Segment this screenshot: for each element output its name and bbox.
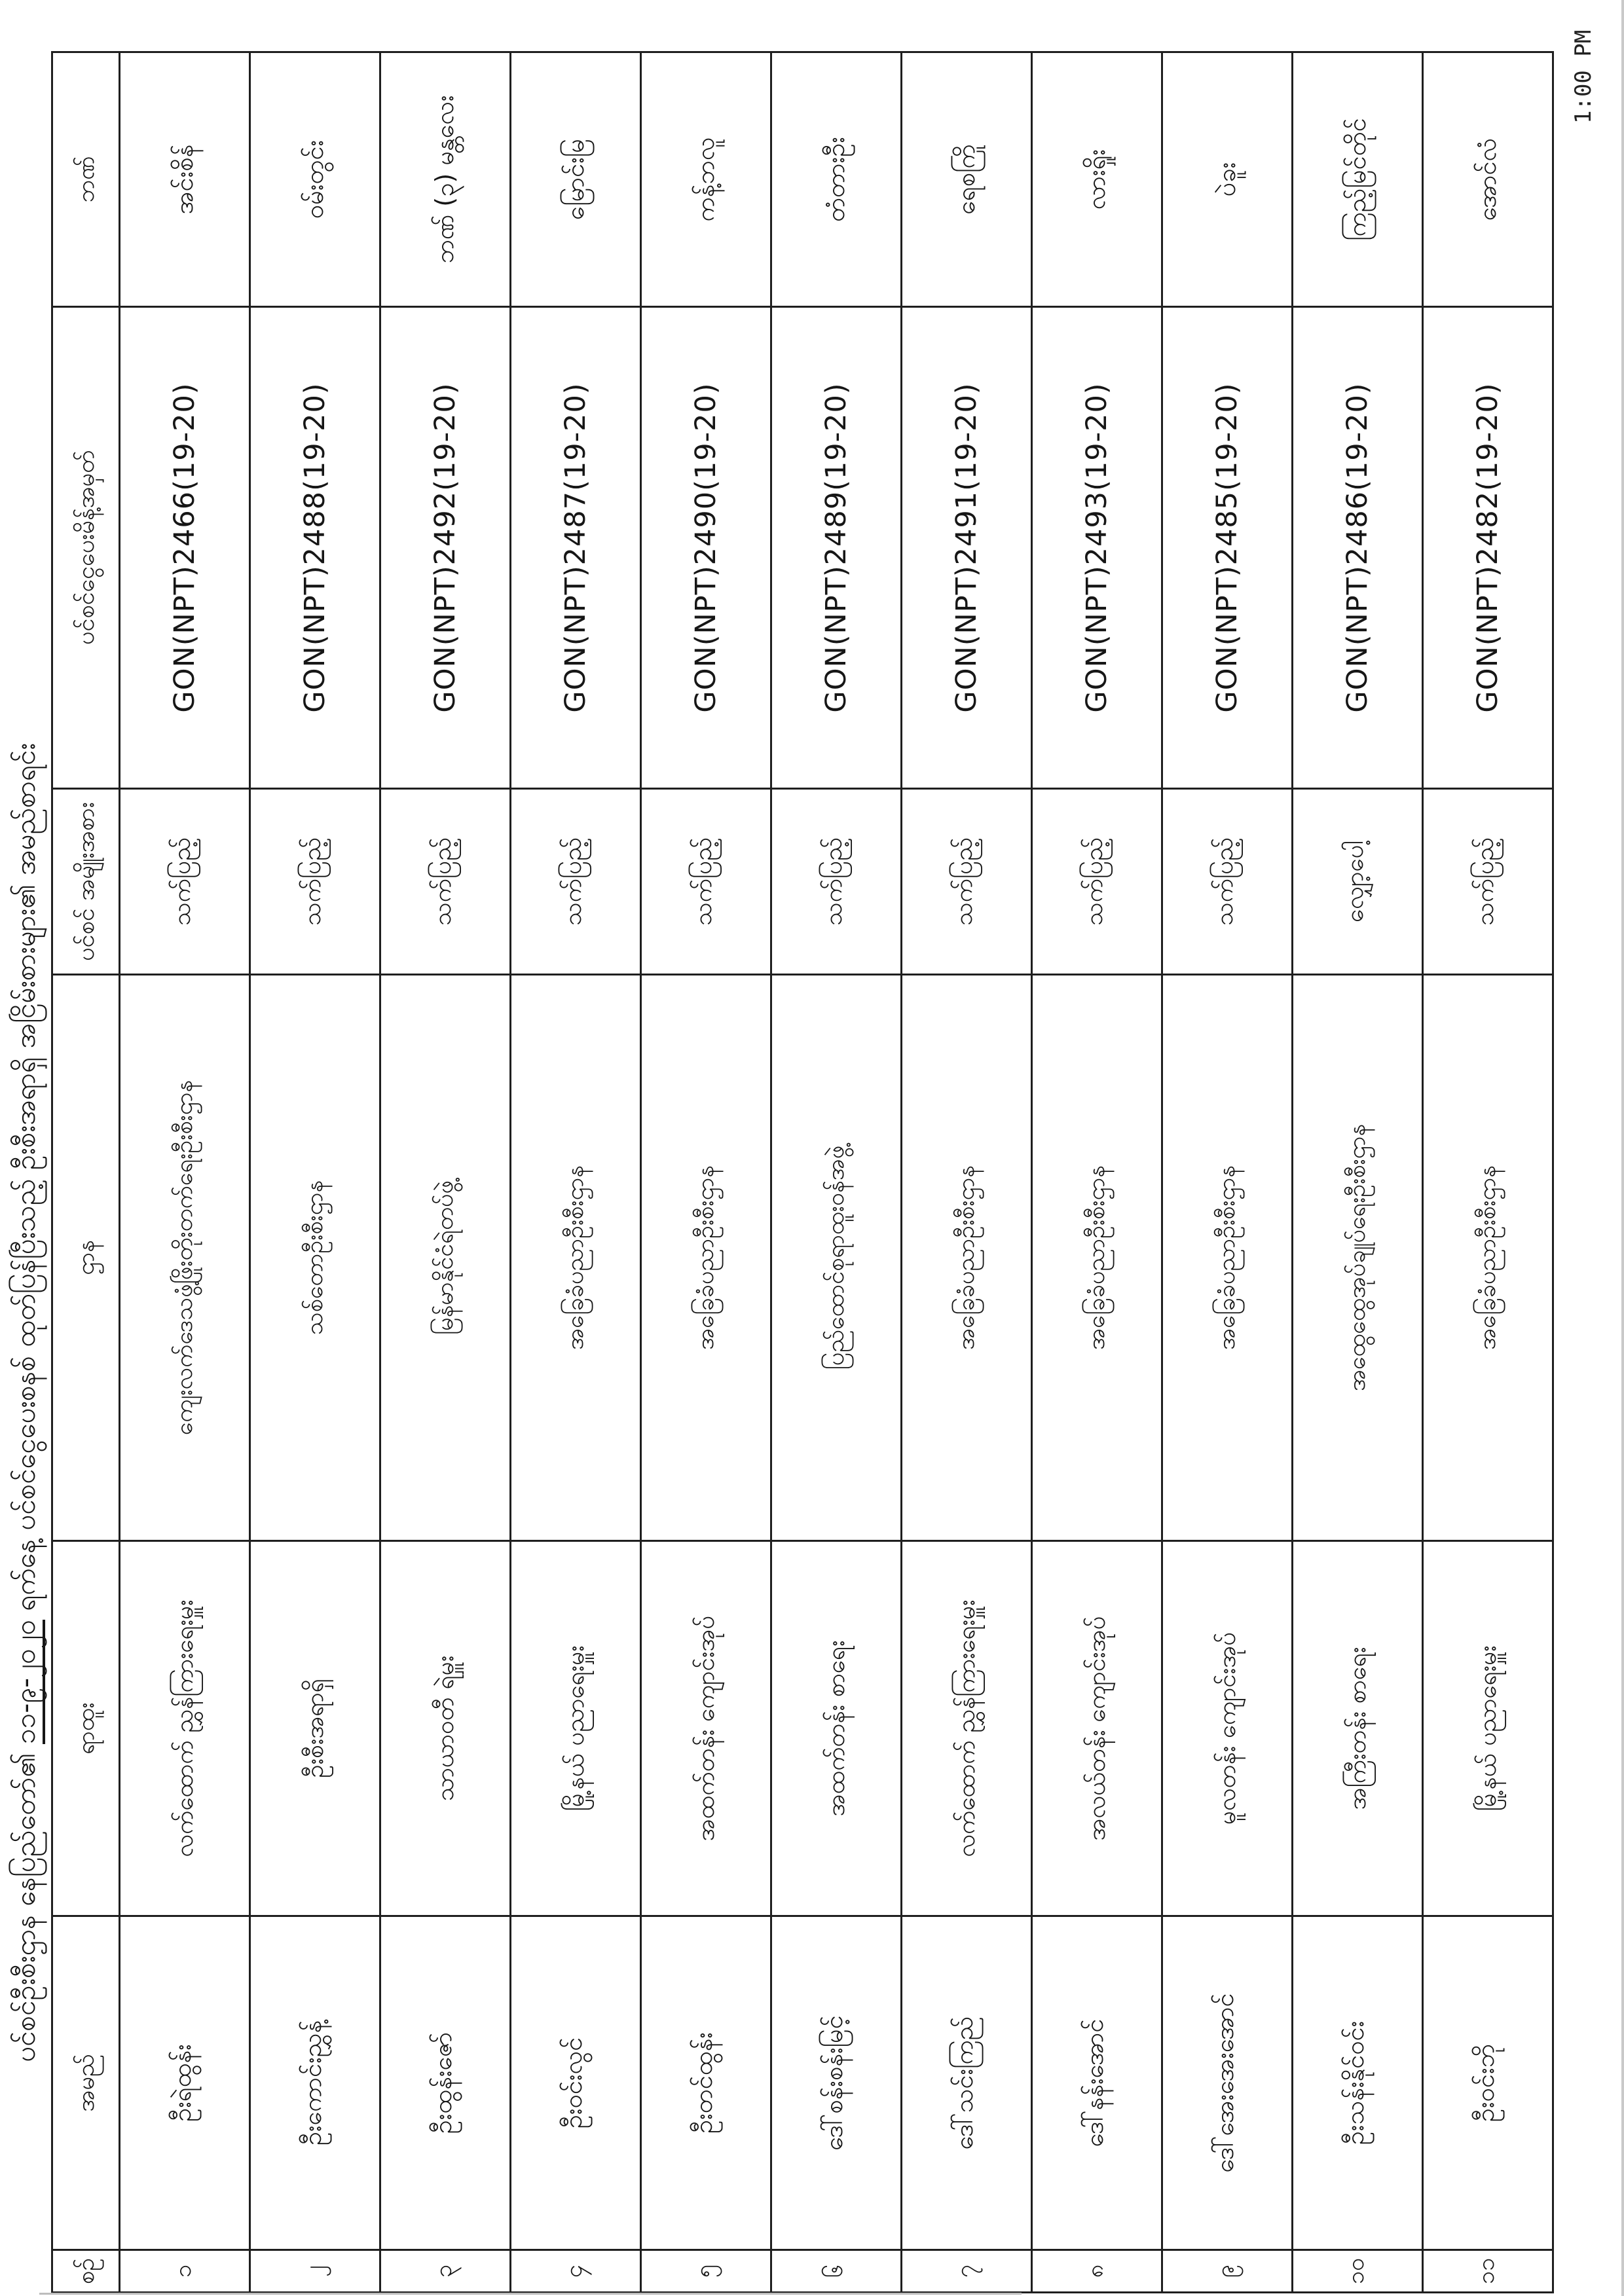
cell-bank: တံတားဦး (771, 52, 902, 307)
cell-position: လက်ထောက် ညွှန်ကြားရေးမှူး (120, 1541, 250, 1916)
cell-position: သာယာဝတီ ရဲမှူး (380, 1541, 511, 1916)
header-position: ရာထူး (52, 1541, 120, 1916)
page-title-suffix: ရက်နေ့ ပင်စင်ငွေပေးစနစ် ထုတ်ပြန်ပြီးသည့် ဦးစီးအရာရှိ အငြိမ်းစားများ၏ အမည်စာရင်း (9, 743, 41, 1620)
cell-pension-type: သက်ပြည့် (641, 789, 771, 975)
cell-bank: ပဲခူး (1162, 52, 1293, 307)
cell-department: ကျေးလက်ဒေသဖွံ့ဖြိုးတိုးတက်ရေးဦးစီးဌာန (120, 975, 250, 1541)
cell-bank: ဝမ်းတွင်း (250, 52, 380, 307)
cell-department: ပြည်ထောင်စုရာထူးဝန်အဖွဲ့ (771, 975, 902, 1541)
cell-department: အခြေခံပညာဦးစီးဌာန (1423, 975, 1553, 1541)
scan-edge-artifact (1621, 0, 1624, 2296)
cell-serial: ၃ (380, 2250, 511, 2293)
table-row (771, 52, 902, 2293)
cell-pension-type: သက်ပြည့် (1423, 789, 1553, 975)
cell-position: အထက်တန်း ကျောင်းအုပ် (641, 1541, 771, 1916)
table-row (380, 52, 511, 2293)
cell-bank: အောင်လံ (1423, 52, 1553, 307)
header-order-no: ပင်စင်ငွေပေးမိန့်အမှတ် (52, 307, 120, 789)
cell-bank: ကန့်ဘလူ (641, 52, 771, 307)
cell-pension-type: သက်ပြည့် (771, 789, 902, 975)
cell-serial: ၅ (641, 2250, 771, 2293)
page-title (8, 229, 44, 2062)
cell-name: ဒေါ်စန်းစန်းမြင့် (771, 1916, 902, 2250)
cell-order-no: GON(NPT)2488(19-20) (250, 307, 380, 789)
cell-department: မြန်မာနိုင်ငံရဲတပ်ဖွဲ့ (380, 975, 511, 1541)
cell-pension-type: သက်ပြည့် (902, 789, 1032, 975)
scan-edge-artifact (39, 2293, 1022, 2295)
cell-serial: ၉ (1162, 2250, 1293, 2293)
cell-name: ဦးဝင်းဘို (1423, 1916, 1553, 2250)
cell-order-no: GON(NPT)2492(19-20) (380, 307, 511, 789)
cell-name: ဒေါ်သင်းကြည် (902, 1916, 1032, 2250)
cell-position: အကြီးတန်း စာရေး (1293, 1541, 1423, 1916)
table-row (902, 52, 1032, 2293)
header-bank: ဘဏ် (52, 52, 120, 307)
cell-name: ဦးတင်ထွန်း (641, 1916, 771, 2250)
cell-pension-type: သက်ပြည့် (511, 789, 641, 975)
cell-position: မူလတန်း ကျောင်းအုပ် (1162, 1541, 1293, 1916)
cell-bank: ဘဏ် (၃) မန္တလေး (380, 52, 511, 307)
header-serial: စဉ် (52, 2250, 120, 2293)
cell-bank: အင်းစိန် (120, 52, 250, 307)
cell-order-no: GON(NPT)2491(19-20) (902, 307, 1032, 789)
page-title-date: ၁၁-၉-၂၀၂၀ (9, 1620, 45, 1744)
cell-order-no: GON(NPT)2486(19-20) (1293, 307, 1423, 789)
cell-department: အထွေထွေအုပ်ချုပ်ရေးဦးစီးဌာန (1293, 975, 1423, 1541)
cell-order-no: GON(NPT)2485(19-20) (1162, 307, 1293, 789)
cell-order-no: GON(NPT)2490(19-20) (641, 307, 771, 789)
cell-position: မြို့နယ် ပညာရေးမှူး (511, 1541, 641, 1916)
cell-pension-type: သက်ပြည့် (1162, 789, 1293, 975)
cell-bank: မြောင်းမြ (511, 52, 641, 307)
cell-pension-type: သက်ပြည့် (1032, 789, 1162, 975)
cell-position: အလယ်တန်း ကျောင်းအုပ် (1032, 1541, 1162, 1916)
cell-pension-type: သက်ပြည့် (120, 789, 250, 975)
cell-pension-type: လျှော့ပေါ့ (1293, 789, 1423, 975)
header-name: အမည် (52, 1916, 120, 2250)
table-row (511, 52, 641, 2293)
cell-department: အခြေခံပညာဦးစီးဌာန (1032, 975, 1162, 1541)
cell-serial: ၁၀ (1293, 2250, 1423, 2293)
cell-name: ဦးဝင်းလွင် (511, 1916, 641, 2250)
cell-position: မြို့နယ် ပညာရေးမှူး (1423, 1541, 1553, 1916)
cell-serial: ၁၁ (1423, 2250, 1553, 2293)
cell-order-no: GON(NPT)2489(19-20) (771, 307, 902, 789)
table-header-row (52, 52, 120, 2293)
cell-department: သစ်တောဦးစီးဌာန (250, 975, 380, 1541)
table-row (1423, 52, 1553, 2293)
cell-order-no: GON(NPT)2493(19-20) (1032, 307, 1162, 789)
table-row (250, 52, 380, 2293)
header-pension-type: ပင်စင် အမျိုးအစား (52, 789, 120, 975)
table-row (1293, 52, 1423, 2293)
cell-name: ဦးသန်းနိုင်ဝင်း (1293, 1916, 1423, 2250)
cell-order-no: GON(NPT)2482(19-20) (1423, 307, 1553, 789)
cell-department: အခြေခံပညာဦးစီးဌာန (511, 975, 641, 1541)
cell-order-no: GON(NPT)2466(19-20) (120, 307, 250, 789)
cell-position: အထက်တန်း စာရေး (771, 1541, 902, 1916)
cell-name: ဦးထွန်းဇော် (380, 1916, 511, 2250)
cell-department: အခြေခံပညာဦးစီးဌာန (1162, 975, 1293, 1541)
table-row (120, 52, 250, 2293)
cell-name: ဒေါ်နန်းအောင် (1032, 1916, 1162, 2250)
cell-name: ဒေါ်အေးအေးအောင် (1162, 1916, 1293, 2250)
cell-position: လက်ထောက် ညွှန်ကြားရေးမှူး (902, 1541, 1032, 1916)
cell-department: အခြေခံပညာဦးစီးဌာန (641, 975, 771, 1541)
cell-name: ဦးရဲထွန်း (120, 1916, 250, 2250)
pension-list-table (51, 51, 1554, 2293)
table-row (1162, 52, 1293, 2293)
cell-serial: ၁ (120, 2250, 250, 2293)
cell-name: ဦးကောင်းညွှန့် (250, 1916, 380, 2250)
page-title-prefix: ပင်စင်ဦးစီးဌာန နေပြည်တော်၏ (9, 1744, 41, 2062)
table-row (641, 52, 771, 2293)
table-row (1032, 52, 1162, 2293)
cell-serial: ၂ (250, 2250, 380, 2293)
cell-order-no: GON(NPT)2487(19-20) (511, 307, 641, 789)
print-timestamp: 1:00 PM (1570, 29, 1596, 124)
cell-serial: ၈ (1032, 2250, 1162, 2293)
cell-bank: ကြည့်မြင်တိုင် (1293, 52, 1423, 307)
cell-pension-type: သက်ပြည့် (250, 789, 380, 975)
cell-department: အခြေခံပညာဦးစီးဌာန (902, 975, 1032, 1541)
cell-serial: ၄ (511, 2250, 641, 2293)
cell-position: ဦးစီးအရာရှိ (250, 1541, 380, 1916)
cell-serial: ၇ (902, 2250, 1032, 2293)
cell-pension-type: သက်ပြည့် (380, 789, 511, 975)
cell-bank: လားရှိုး (1032, 52, 1162, 307)
cell-serial: ၆ (771, 2250, 902, 2293)
cell-bank: ရေစကြို (902, 52, 1032, 307)
header-department: ဌာန (52, 975, 120, 1541)
